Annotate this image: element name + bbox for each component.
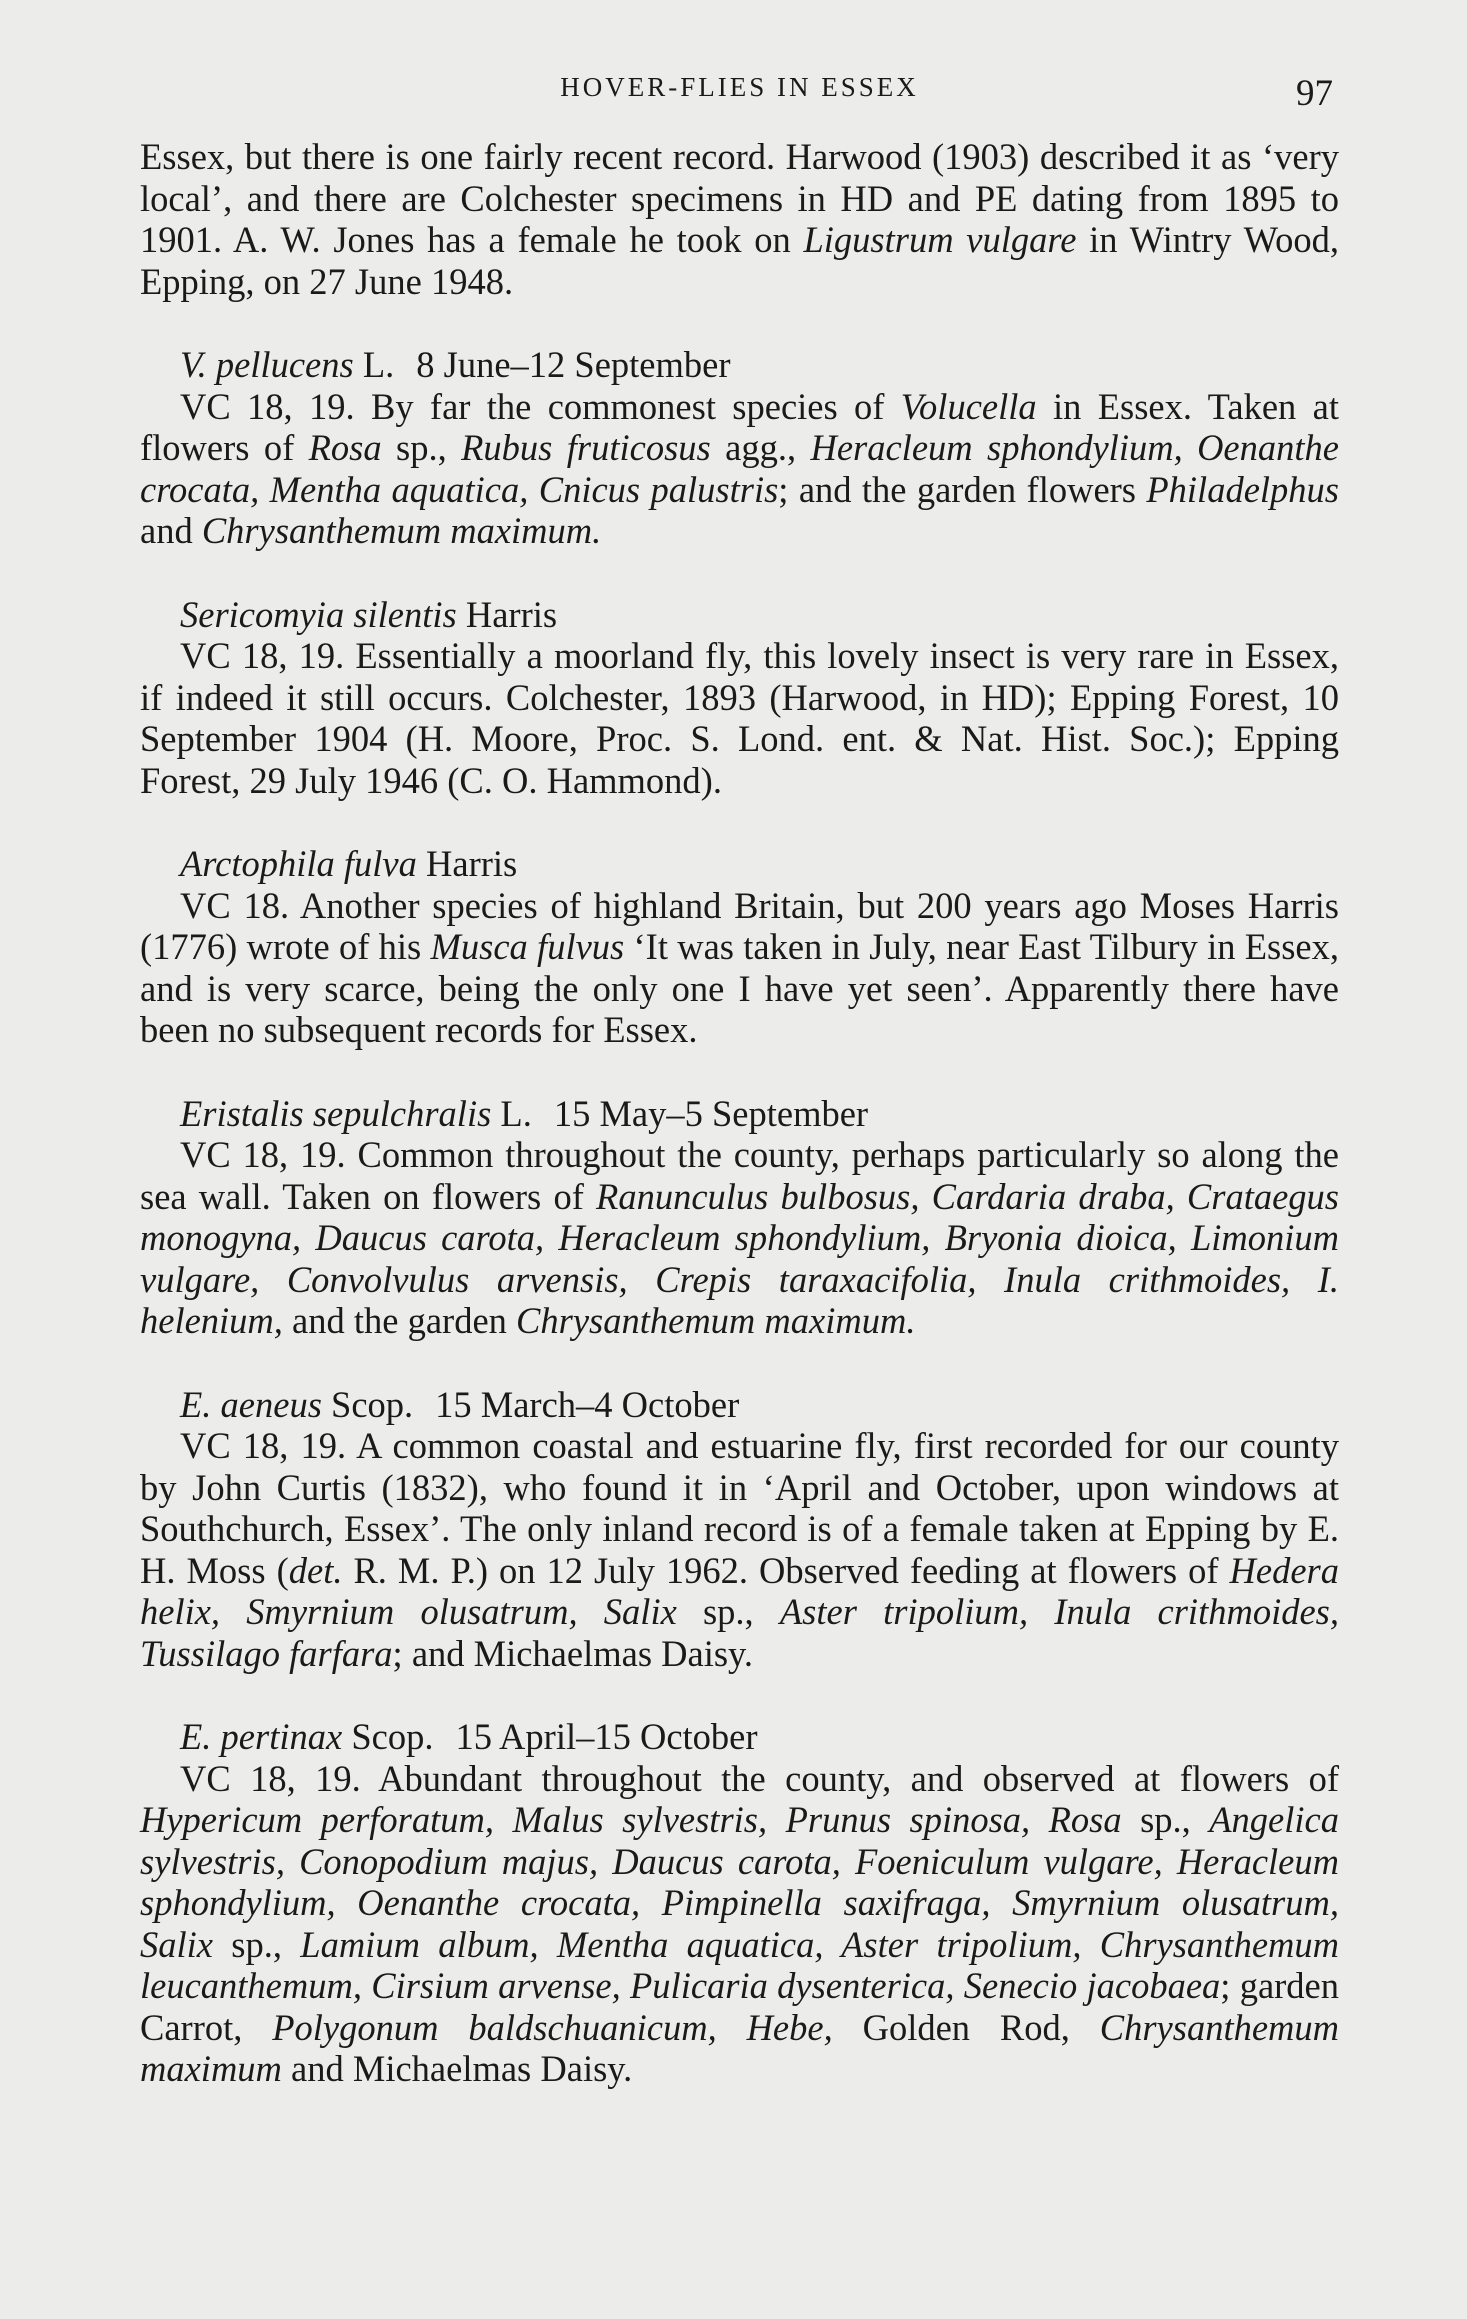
species-name: Sericomyia silentis bbox=[180, 593, 457, 635]
species-name: Volucella bbox=[900, 385, 1037, 427]
species-heading bbox=[140, 594, 1339, 636]
species-heading bbox=[140, 1384, 1339, 1426]
body-text: ; garden Carrot, bbox=[140, 1965, 1339, 2048]
body-text: agg., bbox=[710, 427, 811, 468]
species-author: Scop. bbox=[342, 1716, 434, 1757]
species-heading bbox=[140, 1716, 1339, 1758]
body-text: in Wintry Wood, Epping, on 27 June 1948. bbox=[140, 219, 1339, 302]
page-number: 97 bbox=[1296, 73, 1333, 114]
body-text: sp., bbox=[381, 427, 462, 468]
species-name: E. aeneus bbox=[180, 1383, 322, 1425]
flight-dates: 8 June–12 September bbox=[416, 344, 731, 385]
species-heading bbox=[140, 344, 1339, 386]
species-name: Philadelphus bbox=[1146, 468, 1339, 510]
article-body bbox=[140, 136, 1339, 2090]
running-title: HOVER-FLIES IN ESSEX bbox=[560, 72, 919, 102]
species-name: V. pellucens bbox=[180, 344, 354, 385]
body-text: and the garden bbox=[282, 1300, 517, 1341]
species-name: Chrysanthemum maximum bbox=[140, 2006, 1339, 2089]
body-text: sp., bbox=[212, 1923, 301, 1965]
species-entry bbox=[140, 1384, 1339, 1675]
body-text: and Michaelmas Daisy. bbox=[281, 2048, 633, 2089]
species-name: Ligustrum vulgare bbox=[803, 219, 1077, 260]
species-name: Chrysanthemum maximum. bbox=[201, 510, 602, 551]
species-notes bbox=[140, 1134, 1339, 1342]
species-name: Ranunculus bulbosus, Cardaria draba, Crataegus monogyna, Daucus carota, Heracleum sphondylium, Bryonia dioica, Limonium vulgare, Convolvulus arvensis, Crepis taraxacifolia, Inula crithmoides, I. helenium, bbox=[140, 1175, 1339, 1341]
body-text: ; and Michaelmas Daisy. bbox=[392, 1632, 754, 1674]
flight-dates: 15 May–5 September bbox=[553, 1092, 869, 1134]
species-author: L. bbox=[491, 1092, 532, 1134]
body-text: R. M. P.) on 12 July 1962. Observed feeding at flowers of bbox=[342, 1549, 1230, 1591]
flight-dates: 15 April–15 October bbox=[455, 1716, 758, 1757]
species-name: Eristalis sepulchralis bbox=[180, 1092, 492, 1134]
species-author: Harris bbox=[416, 843, 518, 884]
body-text: VC 18, 19. Essentially a moorland fly, this lovely insect is very rare in Essex, if indeed it still occurs. Colchester, 1893 (Harwood, in HD); Epping Forest, 10 September 1904 (H. Moore, Proc. S. Lond. ent. & Nat. Hist. Soc.); Epping Forest, 29 July 1946 (C. O. Hammond). bbox=[140, 635, 1339, 801]
species-entry bbox=[140, 594, 1339, 802]
species-name: Chrysanthemum maximum. bbox=[516, 1300, 916, 1341]
body-text: ; and the garden flowers bbox=[778, 468, 1147, 510]
body-text: VC 18. Another species of highland Britain, but 200 years ago Moses Harris (1776) wrote of his bbox=[140, 884, 1339, 967]
species-name: Arctophila fulva bbox=[180, 843, 417, 884]
species-entry bbox=[140, 1716, 1339, 2090]
body-text: sp., bbox=[676, 1591, 780, 1632]
body-text: in Essex. Taken at flowers of bbox=[140, 385, 1339, 468]
body-text: and bbox=[140, 510, 202, 551]
species-name: Polygonum baldschuanicum, Hebe, bbox=[272, 2006, 833, 2048]
intro-paragraph bbox=[140, 136, 1339, 302]
body-text: VC 18, 19. Abundant throughout the county, and observed at flowers of bbox=[180, 1757, 1339, 1799]
species-entry bbox=[140, 1093, 1339, 1342]
body-text: VC 18, 19. By far the commonest species of bbox=[180, 385, 901, 427]
species-entry bbox=[140, 843, 1339, 1051]
species-name: Rubus fruticosus bbox=[461, 427, 711, 468]
body-text: VC 18, 19. Common throughout the county, perhaps particularly so along the sea wall. Taken on flowers of bbox=[140, 1134, 1339, 1217]
species-name: Angelica sylvestris, Conopodium majus, Daucus carota, Foeniculum vulgare, Heracleum sphondylium, Oenanthe crocata, Pimpinella saxifraga, Smyrnium olusatrum, Salix bbox=[140, 1799, 1339, 1965]
running-head bbox=[140, 64, 1339, 114]
body-text: ‘It was taken in July, near East Tilbury in Essex, and is very scarce, being the only one I have yet seen’. Apparently there have been no subsequent records for Essex. bbox=[140, 926, 1339, 1050]
species-author: Scop. bbox=[321, 1383, 414, 1425]
species-name: Lamium album, Mentha aquatica, Aster tripolium, Chrysanthemum leucanthemum, Cirsium arvense, Pulicaria dysenterica, Senecio jacobaea bbox=[140, 1923, 1339, 2006]
species-name: E. pertinax bbox=[180, 1716, 343, 1757]
body-text: Golden Rod, bbox=[832, 2006, 1100, 2048]
species-notes bbox=[140, 386, 1339, 552]
body-text: Essex, but there is one fairly recent record. Harwood (1903) described it as ‘very local’, and there are Colchester specimens in HD and PE dating from 1895 to 1901. A. W. Jones has a female he took on bbox=[140, 136, 1339, 260]
body-text: sp., bbox=[1121, 1799, 1210, 1840]
species-name: Heracleum sphondylium, Oenanthe crocata, Mentha aquatica, Cnicus palustris bbox=[140, 427, 1339, 510]
species-name: Aster tripolium, Inula crithmoides, Tussilago farfara bbox=[140, 1591, 1339, 1674]
flight-dates: 15 March–4 October bbox=[435, 1383, 740, 1425]
species-name: det. bbox=[288, 1549, 343, 1591]
species-name: Hypericum perforatum, Malus sylvestris, Prunus spinosa, Rosa bbox=[140, 1799, 1122, 1840]
species-heading bbox=[140, 1093, 1339, 1135]
species-notes bbox=[140, 1425, 1339, 1674]
species-notes bbox=[140, 1758, 1339, 2090]
species-name: Hedera helix, Smyrnium olusatrum, Salix bbox=[140, 1549, 1339, 1632]
species-name: Rosa bbox=[308, 427, 382, 468]
species-heading bbox=[140, 843, 1339, 885]
species-notes bbox=[140, 885, 1339, 1051]
species-entry bbox=[140, 344, 1339, 552]
species-author: L. bbox=[353, 344, 395, 385]
species-name: Musca fulvus bbox=[430, 926, 625, 967]
body-text: VC 18, 19. A common coastal and estuarine fly, first recorded for our county by John Curtis (1832), who found it in ‘April and October, upon windows at Southchurch, Essex’. The only inland record is of a female taken at Epping by E. H. Moss ( bbox=[140, 1425, 1339, 1591]
species-notes bbox=[140, 635, 1339, 801]
species-author: Harris bbox=[456, 593, 558, 635]
